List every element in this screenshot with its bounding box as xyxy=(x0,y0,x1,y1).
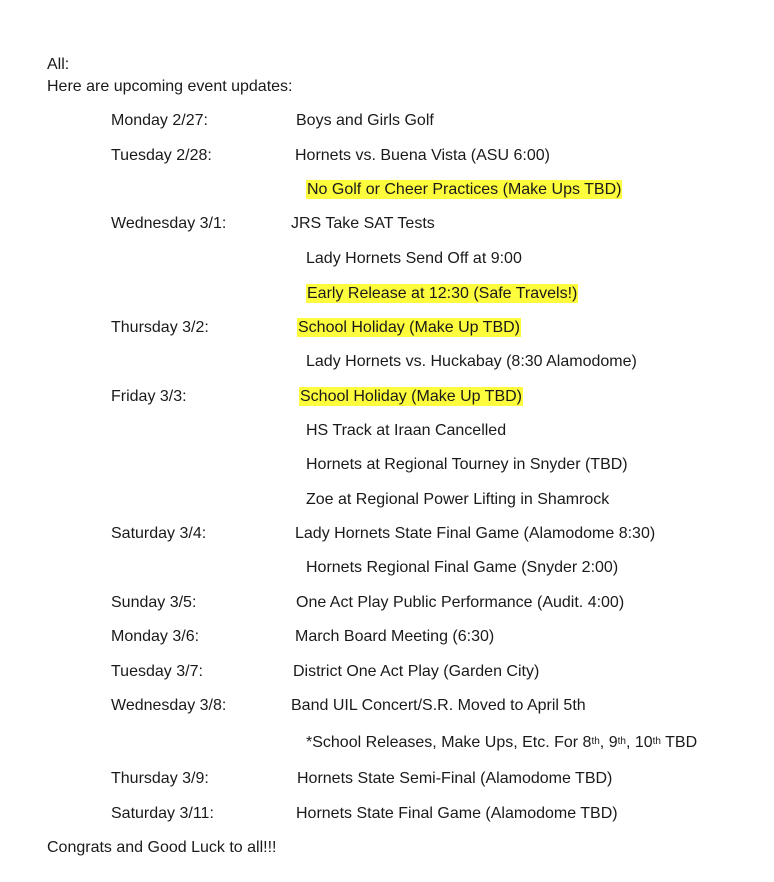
schedule-event: Hornets State Semi-Final (Alamodome TBD) xyxy=(297,770,613,787)
school-releases-note: *School Releases, Make Ups, Etc. For 8th, 9th, 10th TBD xyxy=(306,734,698,751)
highlight: No Golf or Cheer Practices (Make Ups TBD) xyxy=(307,181,622,198)
schedule-day: Tuesday 3/7: xyxy=(111,663,203,680)
schedule-event: Band UIL Concert/S.R. Moved to April 5th xyxy=(291,697,586,714)
schedule-day: Thursday 3/2: xyxy=(111,319,209,336)
schedule-event: One Act Play Public Performance (Audit. 4:00) xyxy=(296,594,625,611)
schedule-day: Monday 2/27: xyxy=(111,112,208,129)
schedule-event: Lady Hornets State Final Game (Alamodome 8:30) xyxy=(295,525,656,542)
schedule-day: Wednesday 3/1: xyxy=(111,215,227,232)
schedule-day: Friday 3/3: xyxy=(111,388,187,405)
schedule-day: Saturday 3/11: xyxy=(111,805,214,822)
intro-text: Here are upcoming event updates: xyxy=(47,78,293,95)
schedule-event-highlighted xyxy=(297,318,521,337)
schedule-day: Wednesday 3/8: xyxy=(111,697,227,714)
schedule-event: Zoe at Regional Power Lifting in Shamrock xyxy=(306,491,610,508)
schedule-event: District One Act Play (Garden City) xyxy=(293,663,540,680)
schedule-day: Sunday 3/5: xyxy=(111,594,197,611)
schedule-day: Saturday 3/4: xyxy=(111,525,207,542)
schedule-event-highlighted xyxy=(306,284,578,303)
schedule-event-highlighted xyxy=(306,180,622,199)
schedule-event: March Board Meeting (6:30) xyxy=(295,628,495,645)
schedule-day: Monday 3/6: xyxy=(111,628,200,645)
schedule-event: Hornets at Regional Tourney in Snyder (TBD) xyxy=(306,456,628,473)
closing-text: Congrats and Good Luck to all!!! xyxy=(47,839,277,856)
schedule-day: Thursday 3/9: xyxy=(111,770,209,787)
schedule-event: Boys and Girls Golf xyxy=(296,112,434,129)
schedule-event: HS Track at Iraan Cancelled xyxy=(306,422,507,439)
schedule-event: Hornets Regional Final Game (Snyder 2:00) xyxy=(306,559,619,576)
schedule-event-highlighted xyxy=(299,387,523,406)
schedule-event: JRS Take SAT Tests xyxy=(291,215,435,232)
schedule-event: Hornets State Final Game (Alamodome TBD) xyxy=(296,805,618,822)
schedule-day: Tuesday 2/28: xyxy=(111,147,212,164)
highlight: School Holiday (Make Up TBD) xyxy=(300,388,523,405)
highlight: School Holiday (Make Up TBD) xyxy=(298,319,521,336)
greeting: All: xyxy=(47,56,70,73)
schedule-event: Hornets vs. Buena Vista (ASU 6:00) xyxy=(295,147,550,164)
highlight: Early Release at 12:30 (Safe Travels!) xyxy=(307,285,578,302)
schedule-event: Lady Hornets vs. Huckabay (8:30 Alamodome) xyxy=(306,353,637,370)
schedule-event: Lady Hornets Send Off at 9:00 xyxy=(306,250,522,267)
